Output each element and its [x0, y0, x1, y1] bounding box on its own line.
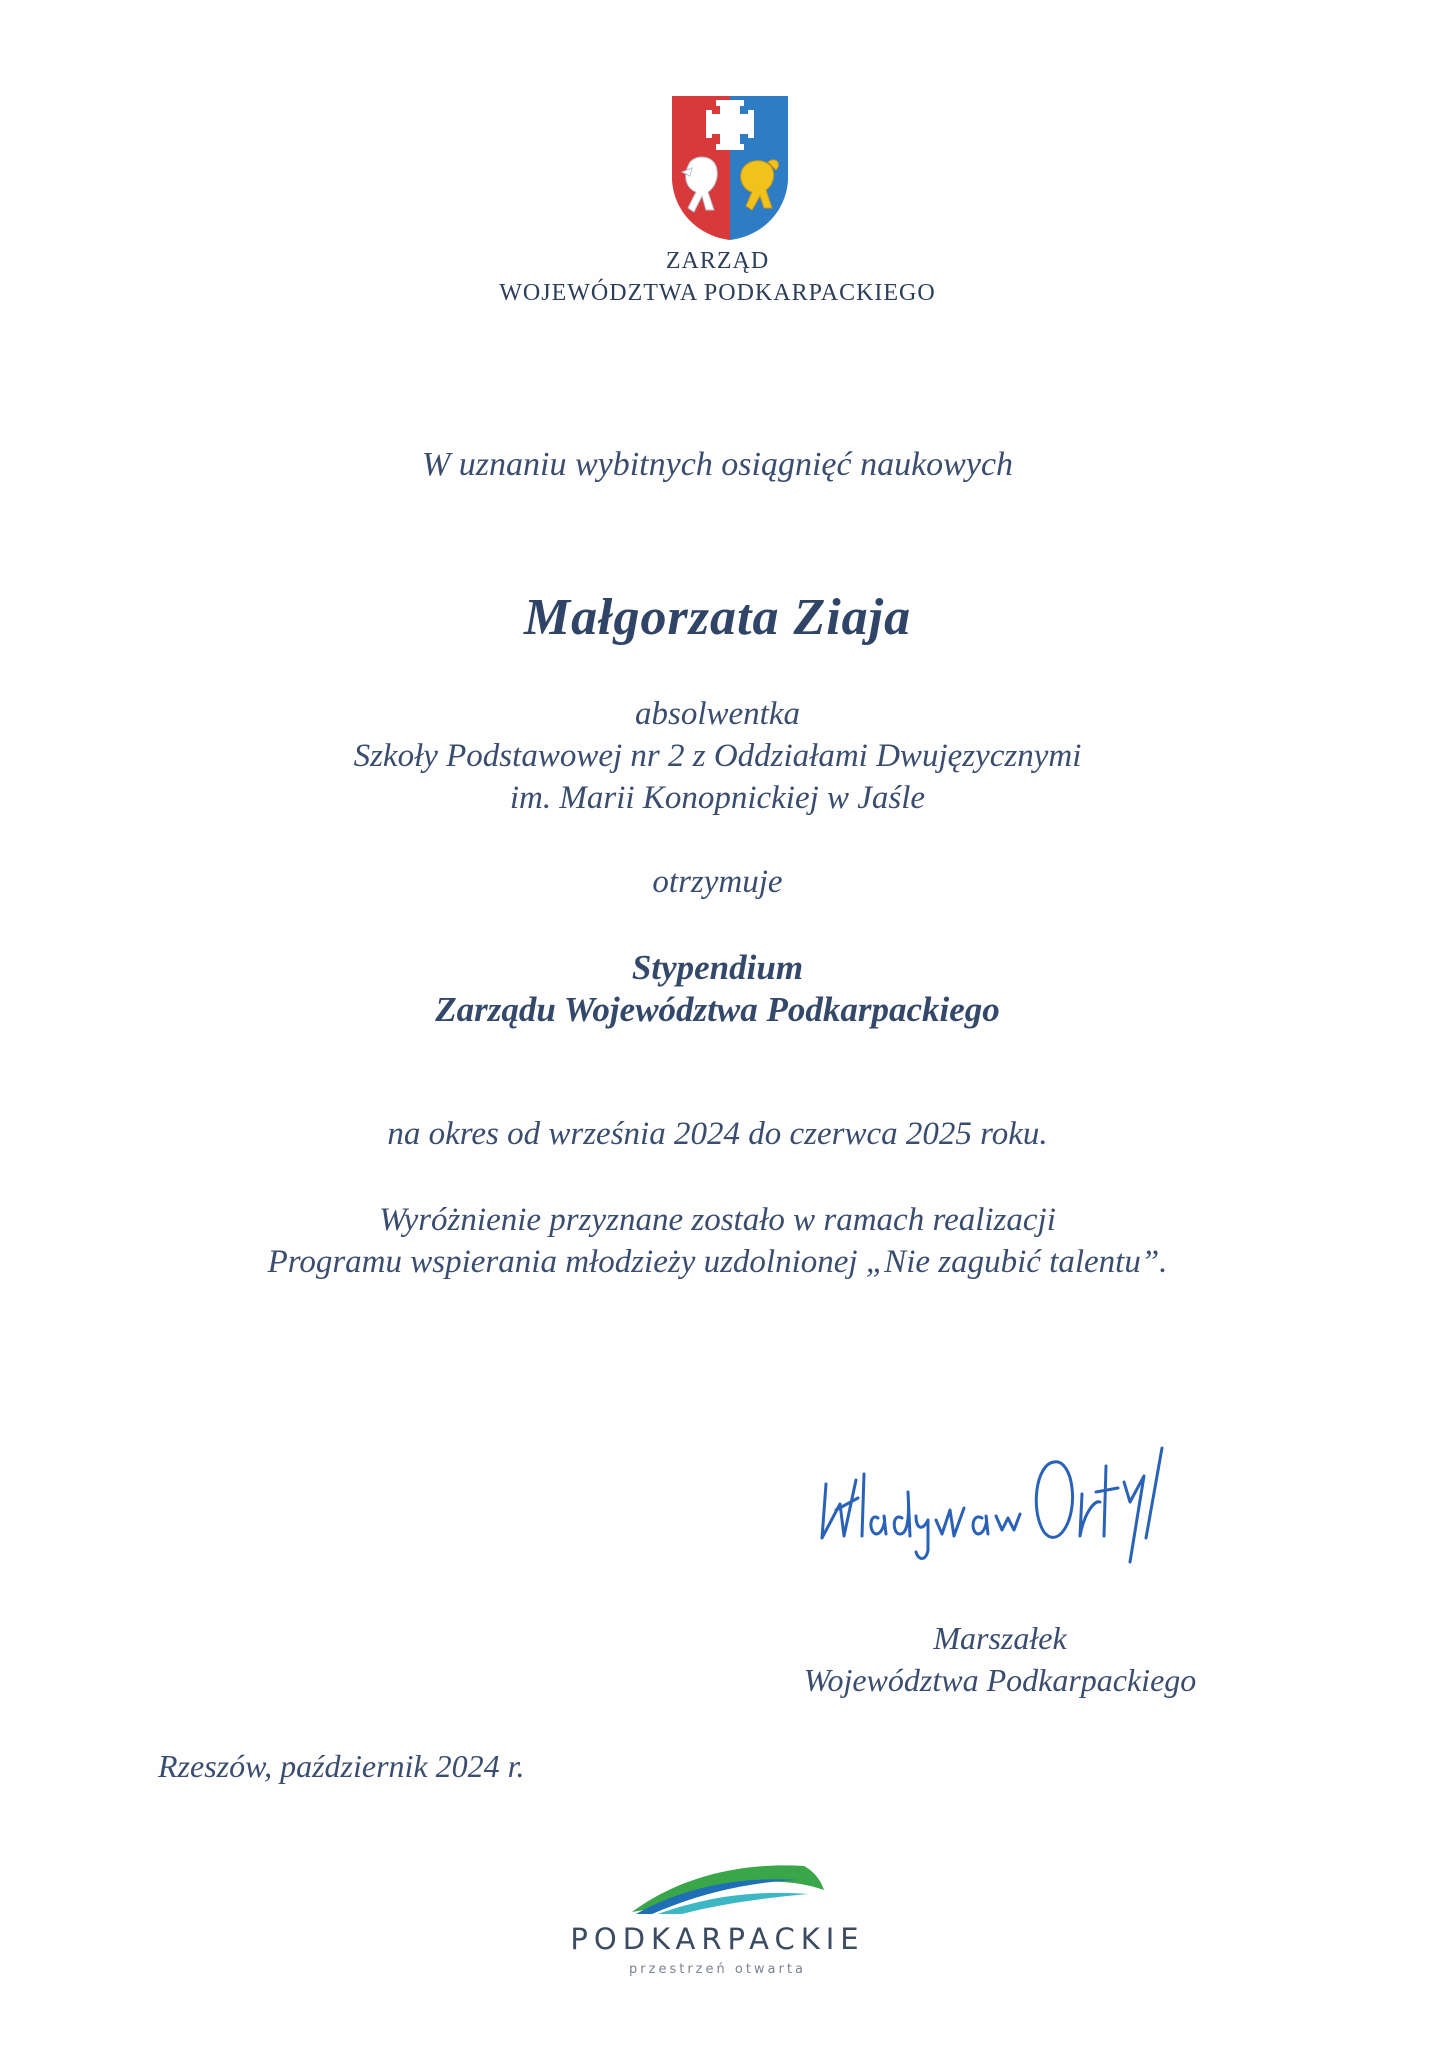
podkarpackie-logo-icon — [628, 1856, 828, 1916]
award-title-line-2: Zarządu Województwa Podkarpackiego — [435, 990, 1000, 1029]
recipient-role: absolwentka — [635, 696, 800, 732]
award-title-line-1: Stypendium — [631, 948, 804, 987]
brand-tagline: przestrzeń otwarta — [629, 1962, 806, 1977]
recognition-text: W uznaniu wybitnych osiągnięć naukowych — [421, 446, 1014, 483]
program-line-1: Wyróżnienie przyznane zostało w ramach realizacji — [379, 1202, 1056, 1238]
recipient-name: Małgorzata Ziaja — [523, 589, 912, 646]
brand-name: PODKARPACKIE — [570, 1922, 865, 1956]
program-line-2: Programu wspierania młodzieży uzdolnionej „Nie zagubić talentu”. — [267, 1244, 1168, 1280]
handwritten-signature — [800, 1400, 1230, 1590]
school-line-1: Szkoły Podstawowej nr 2 z Oddziałami Dwujęzycznymi — [353, 738, 1082, 774]
signatory-title-line-1: Marszałek — [933, 1620, 1067, 1656]
school-line-2: im. Marii Konopnickiej w Jaśle — [509, 780, 926, 816]
award-period: na okres od września 2024 do czerwca 2025 roku. — [387, 1116, 1048, 1152]
place-and-date: Rzeszów, październik 2024 r. — [158, 1748, 525, 1784]
coat-of-arms-icon — [668, 92, 792, 244]
board-subtitle: WOJEWÓDZTWA PODKARPACKIEGO — [499, 280, 936, 306]
board-title: ZARZĄD — [665, 248, 770, 274]
receives-text: otrzymuje — [652, 864, 783, 900]
signatory-title-line-2: Województwa Podkarpackiego — [803, 1662, 1197, 1698]
